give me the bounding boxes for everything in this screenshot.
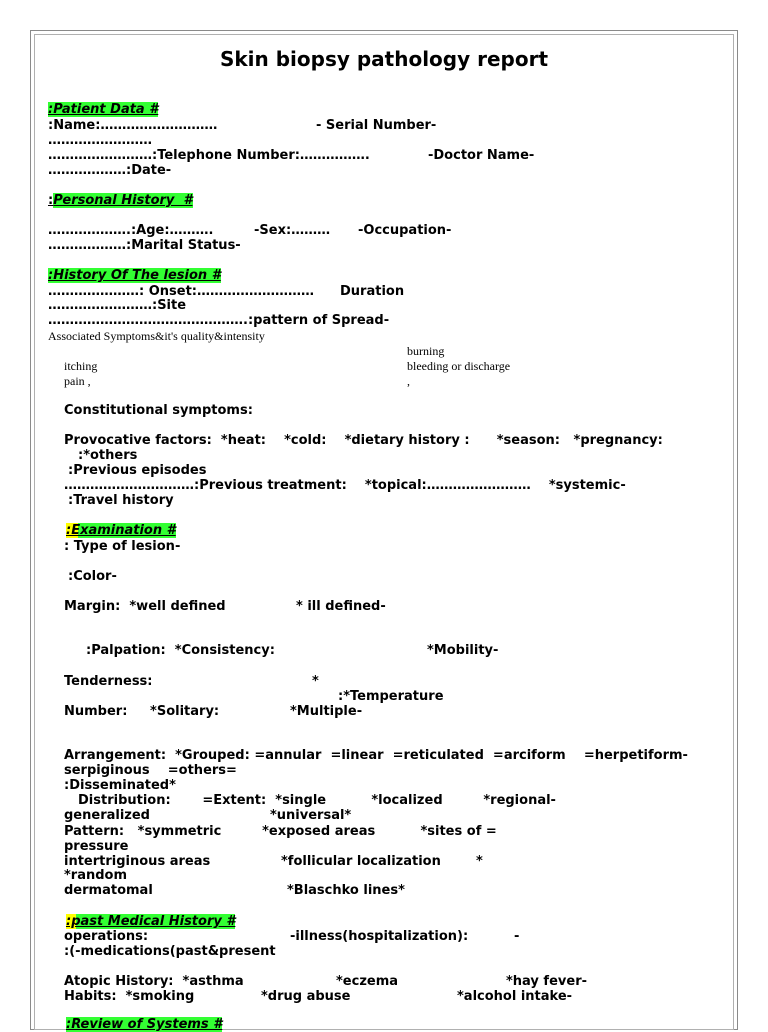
previous-episodes: :Previous episodes [68,463,207,478]
onset-field: …………………: Onset:……………………… [48,284,314,299]
personal-history-heading-text: Personal History # [53,193,193,208]
serial-number-field: - Serial Number- [316,118,437,133]
lesion-color: :Color- [68,569,117,584]
doctor-name-field: -Doctor Name- [428,148,535,163]
palpation-consistency: :Palpation: *Consistency: [86,643,275,658]
spread-field: ……………………………………….:pattern of Spread- [48,313,390,328]
distribution-generalized: generalized [64,808,150,823]
constitutional-symptoms: Constitutional symptoms: [64,403,253,418]
past-medical-history-heading-text: :past Medical History # [66,914,236,929]
illness-hospitalization: -illness(hospitalization): [290,929,469,944]
tenderness: Tenderness: [64,674,153,689]
burning-symptom: burning [407,344,445,358]
report-title: Skin biopsy pathology report [219,47,549,71]
occupation-field: -Occupation- [358,223,452,238]
associated-symptoms-label: Associated Symptoms&it's quality&intensity [48,329,265,343]
temperature: :*Temperature [338,689,444,704]
pattern-intertriginous: intertriginous areas [64,854,211,869]
patient-data-heading [48,102,158,117]
number-multiple: *Multiple- [290,704,363,719]
examination-heading [66,523,176,538]
previous-treatment: …………………………:Previous treatment: *topical:…………………… *systemic- [64,478,626,493]
arrangement-serpiginous: serpiginous =others= [64,763,237,778]
medications: :(-medications(past&present [64,944,276,959]
habits-alcohol: *alcohol intake- [457,989,573,1004]
mobility: *Mobility- [427,643,499,658]
illness-dash: - [514,929,520,944]
site-field: ……………………:Site [48,298,187,313]
pattern-dermatomal: dermatomal [64,883,153,898]
itching-symptom: itching [64,359,98,373]
lesion-history-heading-text: :History Of The lesion # [48,268,221,283]
atopic-eczema: *eczema [336,974,399,989]
past-medical-history-heading [66,914,235,929]
patient-data-heading-text: :Patient Data # [48,102,159,117]
personal-history-colon: : [48,193,54,208]
pattern-pressure: pressure [64,839,129,854]
pattern-star: * [476,854,483,869]
pattern-random: *random [64,868,128,883]
pattern: Pattern: *symmetric *exposed areas *sites of = [64,824,497,839]
tenderness-star: * [312,674,319,689]
sex-field: -Sex:……… [254,223,331,238]
provocative-factors: Provocative factors: *heat: *cold: *dietary history : *season: *pregnancy: [64,433,663,448]
arrangement-disseminated: :Disseminated* [64,778,176,793]
pattern-blaschko: *Blaschko lines* [287,883,405,898]
telephone-field: ……………………:Telephone Number:……………. [48,148,370,163]
arrangement: Arrangement: *Grouped: =annular =linear =reticulated =arciform =herpetiform- [64,748,688,763]
number-solitary: Number: *Solitary: [64,704,220,719]
duration-field: Duration [340,284,405,299]
margin-ill-defined: * ill defined- [296,599,386,614]
atopic-history: Atopic History: *asthma [64,974,244,989]
distribution-universal: *universal* [270,808,352,823]
provocative-others: :*others [78,448,138,463]
personal-history-heading [48,193,193,208]
habits-smoking: Habits: *smoking [64,989,195,1004]
review-of-systems-heading-text: :Review of Systems # [66,1017,223,1032]
habits-drug-abuse: *drug abuse [261,989,351,1004]
margin-well-defined: Margin: *well defined [64,599,226,614]
pattern-follicular: *follicular localization [281,854,441,869]
name-field: :Name:……………………… [48,118,218,133]
distribution-extent: Distribution: =Extent: *single *localized *regional- [78,793,556,808]
travel-history: :Travel history [68,493,174,508]
review-of-systems-heading [66,1017,222,1032]
atopic-hay-fever: *hay fever- [506,974,587,989]
age-field: ……………….:Age:………. [48,223,214,238]
marital-status-field: ………………:Marital Status- [48,238,241,253]
date-field: ………………:Date- [48,163,172,178]
bleeding-symptom: bleeding or discharge [407,359,511,373]
type-of-lesion: : Type of lesion- [64,539,181,554]
examination-heading-text: :Examination # [66,523,176,538]
pain-symptom: pain , [64,374,91,388]
symptom-comma: , [407,374,410,388]
lesion-history-heading [48,268,221,283]
operations: operations: [64,929,149,944]
serial-dots: …………………… [48,133,152,148]
